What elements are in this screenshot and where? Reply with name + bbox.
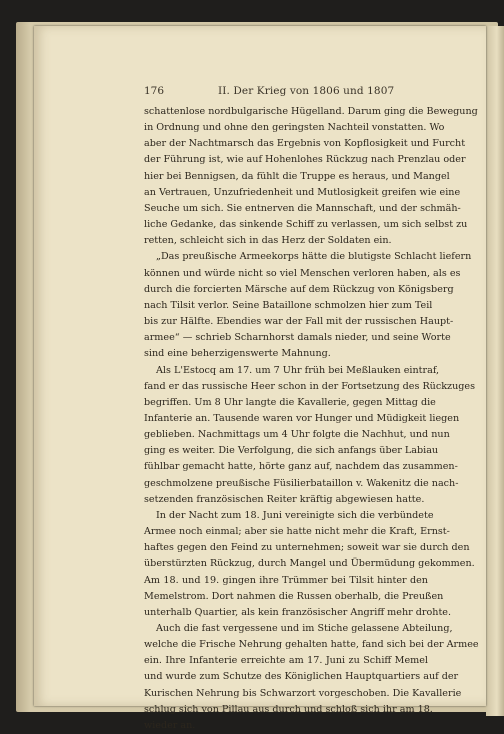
- text-line: ging es weiter. Die Verfolgung, die sich anfangs über Labiau: [144, 445, 439, 457]
- body-text: [144, 104, 479, 734]
- page-header: [144, 84, 428, 98]
- text-line: armee“ — schrieb Scharnhorst damals nieder, und seine Worte: [144, 332, 451, 344]
- text-line: und wurde zum Schutze des Königlichen Hauptquartiers auf der: [144, 671, 459, 683]
- facing-page-edge: [486, 26, 504, 716]
- page-number: 176: [144, 85, 165, 97]
- text-line: Auch die fast vergessene und im Stiche gelassene Abteilung,: [156, 623, 453, 634]
- running-head: II. Der Krieg von 1806 und 1807: [218, 85, 395, 97]
- text-line: In der Nacht zum 18. Juni vereinigte sich die verbündete: [156, 509, 434, 521]
- text-line: wieder an.: [144, 719, 196, 731]
- text-line: können und würde nicht so viel Menschen verloren haben, als es: [144, 267, 461, 279]
- text-line: geblieben. Nachmittags um 4 Uhr folgte die Nachhut, und nun: [144, 429, 450, 441]
- text-line: schattenlose nordbulgarische Hügelland. Darum ging die Bewegung: [144, 106, 478, 117]
- text-line: an Vertrauen, Unzufriedenheit und Mutlosigkeit greifen wie eine: [144, 186, 461, 198]
- text-line: aber der Nachtmarsch das Ergebnis von Kopflosigkeit und Furcht: [144, 138, 466, 150]
- text-line: geschmolzene preußische Füsilierbataillon v. Wakenitz die nach-: [144, 477, 459, 489]
- text-line: überstürzten Rückzug, durch Mangel und Übermüdung gekommen.: [144, 558, 475, 570]
- text-line: der Führung ist, wie auf Hohenlohes Rückzug nach Prenzlau oder: [144, 154, 466, 166]
- text-line: sind eine beherzigenswerte Mahnung.: [144, 348, 331, 360]
- text-line: Als L'Estocq am 17. um 7 Uhr früh bei Meßlauken eintraf,: [156, 364, 440, 376]
- text-line: liche Gedanke, das sinkende Schiff zu verlassen, um sich selbst zu: [144, 219, 468, 231]
- text-line: Kurischen Nehrung bis Schwarzort vorgeschoben. Die Kavallerie: [144, 687, 462, 699]
- text-line: nach Tilsit verlor. Seine Bataillone schmolzen hier zum Teil: [144, 299, 433, 311]
- text-line: „Das preußische Armeekorps hätte die blutigste Schlacht liefern: [156, 251, 472, 263]
- text-line: begriffen. Um 8 Uhr langte die Kavallerie, gegen Mittag die: [144, 396, 436, 408]
- text-line: fand er das russische Heer schon in der Fortsetzung des Rückzuges: [144, 380, 476, 392]
- text-line: haftes gegen den Feind zu unternehmen; soweit war sie durch den: [144, 542, 470, 554]
- text-line: in Ordnung und ohne den geringsten Nachteil vonstatten. Wo: [144, 122, 445, 134]
- text-line: setzenden französischen Reiter kräftig abgewiesen hatte.: [144, 493, 425, 505]
- text-line: schlug sich von Pillau aus durch und schloß sich ihr am 18.: [144, 703, 433, 715]
- text-line: Seuche um sich. Sie entnerven die Mannschaft, und der schmäh-: [144, 202, 461, 214]
- text-line: Am 18. und 19. gingen ihre Trümmer bei Tilsit hinter den: [144, 574, 428, 586]
- text-line: ein. Ihre Infanterie erreichte am 17. Juni zu Schiff Memel: [144, 655, 428, 667]
- text-line: durch die forcierten Märsche auf dem Rückzug von Königsberg: [144, 283, 454, 295]
- text-line: welche die Frische Nehrung gehalten hatte, fand sich bei der Armee: [144, 639, 479, 651]
- text-line: retten, schleicht sich in das Herz der Soldaten ein.: [144, 235, 392, 247]
- text-line: unterhalb Quartier, als kein französischer Angriff mehr drohte.: [144, 606, 452, 618]
- text-line: Infanterie an. Tausende waren vor Hunger und Müdigkeit liegen: [144, 412, 460, 424]
- text-line: hier bei Bennigsen, da fühlt die Truppe es heraus, und Mangel: [144, 170, 450, 182]
- text-line: Armee noch einmal; aber sie hatte nicht mehr die Kraft, Ernst-: [144, 526, 450, 538]
- text-line: Memelstrom. Dort nahmen die Russen oberhalb, die Preußen: [144, 590, 444, 602]
- text-line: fühlbar gemacht hatte, hörte ganz auf, nachdem das zusammen-: [144, 461, 458, 473]
- text-line: bis zur Hälfte. Ebendies war der Fall mit der russischen Haupt-: [144, 316, 454, 328]
